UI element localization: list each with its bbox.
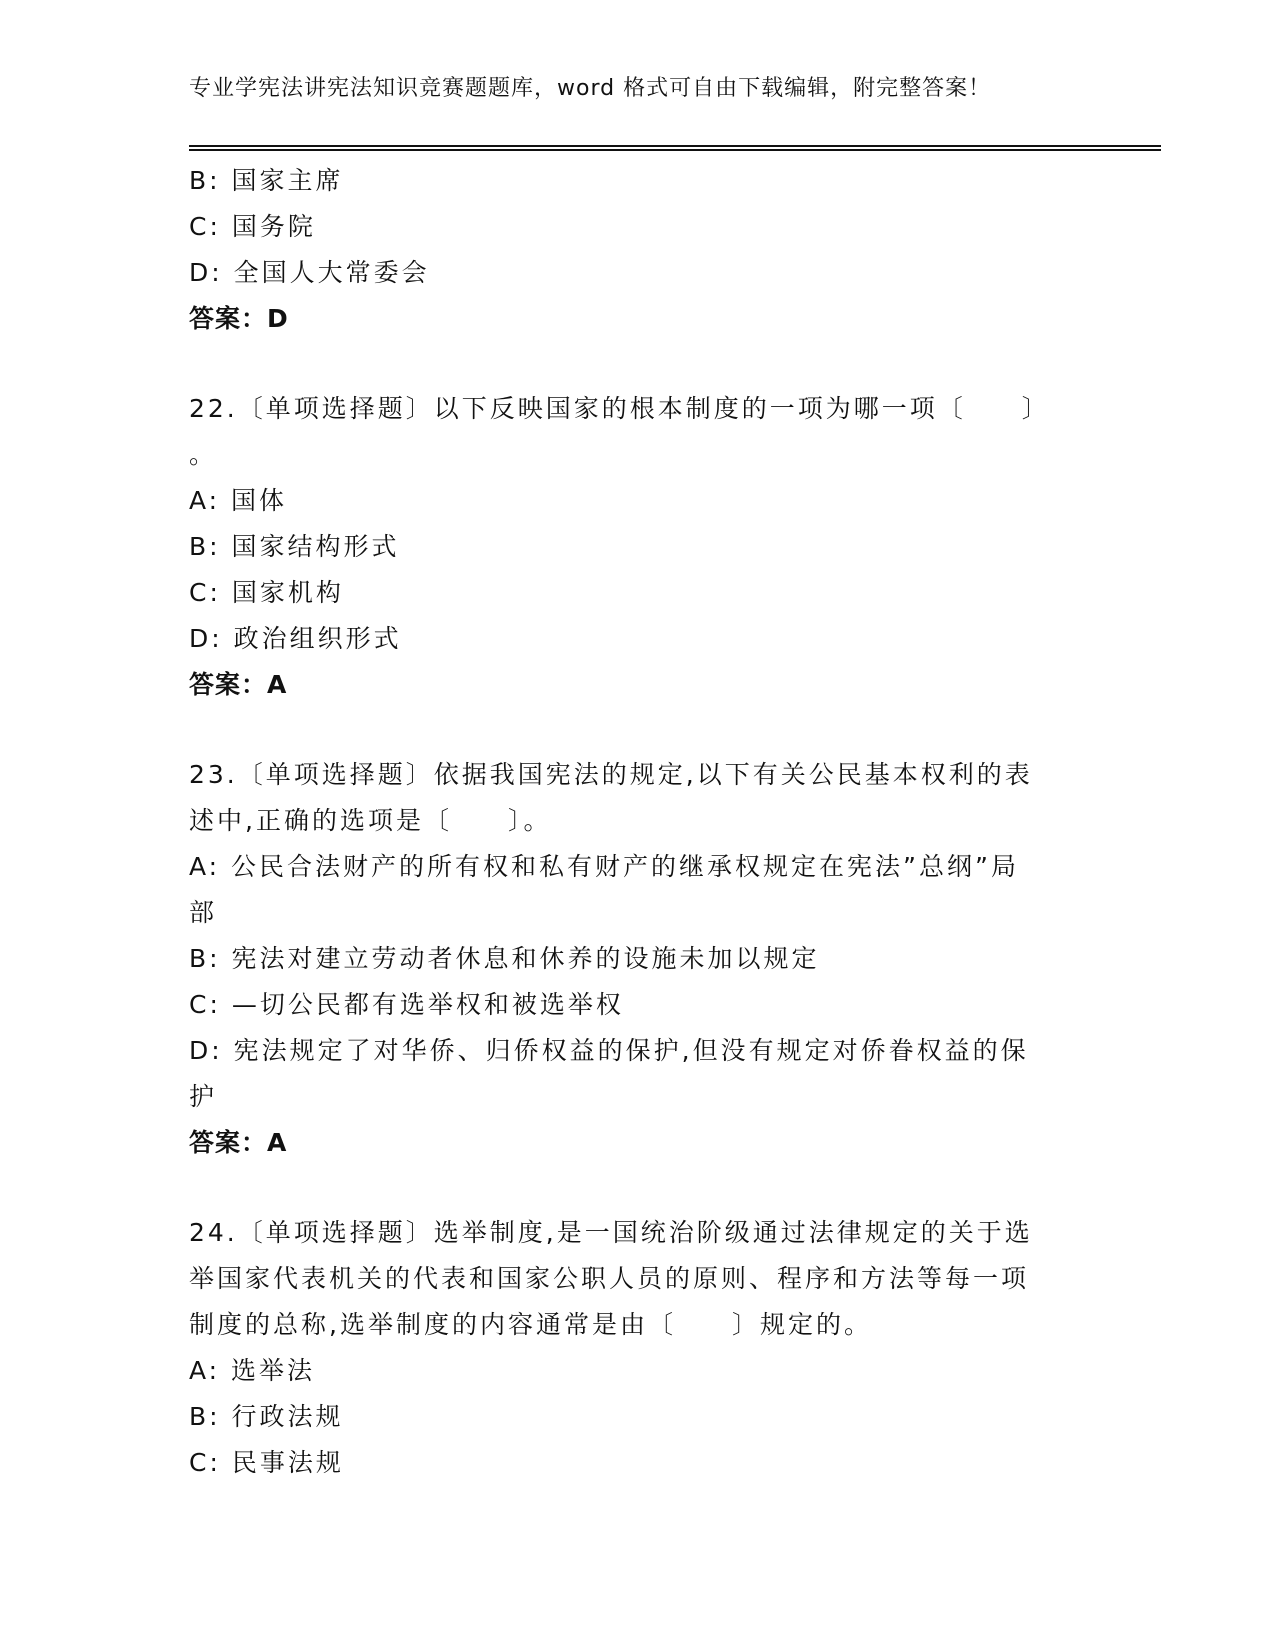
q22-option-a: A: 国体 <box>189 486 288 515</box>
q23-option-d-line-2: 护 <box>189 1082 218 1111</box>
spacer <box>189 342 1089 386</box>
question-24 <box>189 1210 1089 1486</box>
page-header-title: 专业学宪法讲宪法知识竞赛题题库，word 格式可自由下载编辑，附完整答案！ <box>189 76 992 101</box>
q22-stem-line-2: 。 <box>189 440 218 469</box>
question-21-tail <box>189 158 1089 342</box>
q23-option-a-line-1: A: 公民合法财产的所有权和私有财产的继承权规定在宪法”总纲”局 <box>189 852 1019 881</box>
q23-stem-line-2: 述中,正确的选项是〔 〕。 <box>189 806 552 835</box>
q24-option-a: A: 选举法 <box>189 1356 316 1385</box>
q22-option-b: B: 国家结构形式 <box>189 532 400 561</box>
q24-stem-line-1: 24.〔单项选择题〕选举制度,是一国统治阶级通过法律规定的关于选 <box>189 1218 1033 1247</box>
q24-stem-line-3: 制度的总称,选举制度的内容通常是由〔 〕规定的。 <box>189 1310 872 1339</box>
spacer <box>189 1166 1089 1210</box>
q22-option-c: C: 国家机构 <box>189 578 344 607</box>
q22-stem-line-1: 22.〔单项选择题〕以下反映国家的根本制度的一项为哪一项〔 〕 <box>189 394 1050 423</box>
q24-option-c: C: 民事法规 <box>189 1448 344 1477</box>
q24-option-b: B: 行政法规 <box>189 1402 344 1431</box>
q24-stem-line-2: 举国家代表机关的代表和国家公职人员的原则、程序和方法等每一项 <box>189 1264 1030 1293</box>
q22-answer: 答案：A <box>189 670 288 699</box>
q23-option-a-line-2: 部 <box>189 898 218 927</box>
q21-answer: 答案：D <box>189 304 289 333</box>
question-22 <box>189 386 1089 708</box>
q23-option-d-line-1: D: 宪法规定了对华侨、归侨权益的保护,但没有规定对侨眷权益的保 <box>189 1036 1029 1065</box>
spacer <box>189 708 1089 752</box>
q23-stem-line-1: 23.〔单项选择题〕依据我国宪法的规定,以下有关公民基本权利的表 <box>189 760 1033 789</box>
q21-option-d: D: 全国人大常委会 <box>189 258 430 287</box>
q22-option-d: D: 政治组织形式 <box>189 624 402 653</box>
question-23 <box>189 752 1089 1166</box>
q23-option-b: B: 宪法对建立劳动者休息和休养的设施未加以规定 <box>189 944 820 973</box>
question-content <box>189 158 1089 1486</box>
q23-option-c: C: —切公民都有选举权和被选举权 <box>189 990 624 1019</box>
header-double-rule <box>189 145 1161 151</box>
q21-option-c: C: 国务院 <box>189 212 316 241</box>
q23-answer: 答案：A <box>189 1128 288 1157</box>
q21-option-b: B: 国家主席 <box>189 166 344 195</box>
